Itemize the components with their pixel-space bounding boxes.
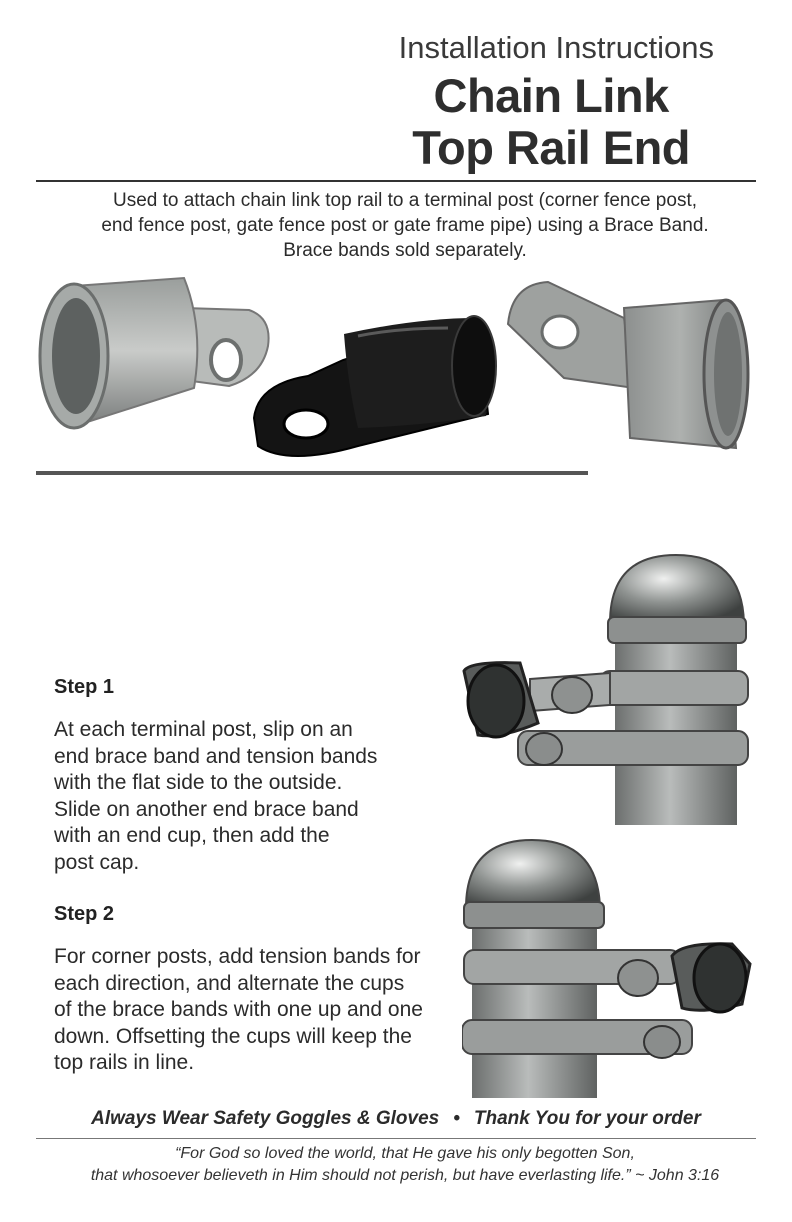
step2-post-assembly-photo: [462, 838, 754, 1098]
step1-line: At each terminal post, slip on an: [54, 718, 353, 741]
step2-line: top rails in line.: [54, 1051, 195, 1074]
thank-you-note: Thank You for your order: [473, 1108, 701, 1129]
footer-separator: •: [453, 1108, 460, 1129]
safety-note: Always Wear Safety Goggles & Gloves: [91, 1108, 440, 1129]
step1-line: with the flat side to the outside.: [54, 771, 343, 794]
step1-line: Slide on another end brace band: [54, 797, 359, 821]
step1-text: [54, 717, 464, 876]
step2-line: each direction, and alternate the cups: [54, 971, 405, 995]
footer-divider: [36, 1138, 756, 1139]
steel-rail-end-photo: [504, 278, 754, 456]
step2-text: [54, 944, 464, 1077]
intro-text: [40, 188, 770, 263]
step1-heading: Step 1: [54, 676, 115, 698]
step1-line: with an end cup, then add the: [54, 824, 330, 847]
verse-line-2: that whosoever believeth in Him should not perish, but have everlasting life.” ~ John 3:16: [90, 1167, 720, 1184]
step2-line: For corner posts, add tension bands for: [54, 945, 421, 968]
step1-line: post cap.: [54, 850, 140, 874]
header-divider: [36, 180, 756, 182]
intro-line-1: Used to attach chain link top rail to a terminal post (corner fence post,: [112, 190, 698, 211]
document-title: [412, 70, 690, 174]
bible-verse: [36, 1143, 774, 1187]
step2-line: of the brace bands with one up and one: [54, 998, 423, 1021]
intro-line-3: Brace bands sold separately.: [283, 240, 527, 261]
title-line-2: Top Rail End: [412, 121, 690, 174]
document-subtitle: Installation Instructions: [398, 30, 714, 65]
step1-line: end brace band and tension bands: [54, 744, 378, 768]
verse-line-1: “For God so loved the world, that He gave his only begotten Son,: [175, 1145, 635, 1162]
title-line-1: Chain Link: [433, 69, 669, 122]
step2-line: down. Offsetting the cups will keep the: [54, 1024, 412, 1048]
photo-divider: [36, 471, 588, 475]
step2-heading: Step 2: [54, 903, 115, 925]
black-rail-end-photo: [248, 306, 510, 464]
footer-safety-line: [36, 1108, 756, 1130]
intro-line-2: end fence post, gate fence post or gate frame pipe) using a Brace Band.: [101, 215, 709, 236]
step1-post-assembly-photo: [460, 553, 750, 825]
galvanized-rail-end-photo: [34, 268, 274, 443]
